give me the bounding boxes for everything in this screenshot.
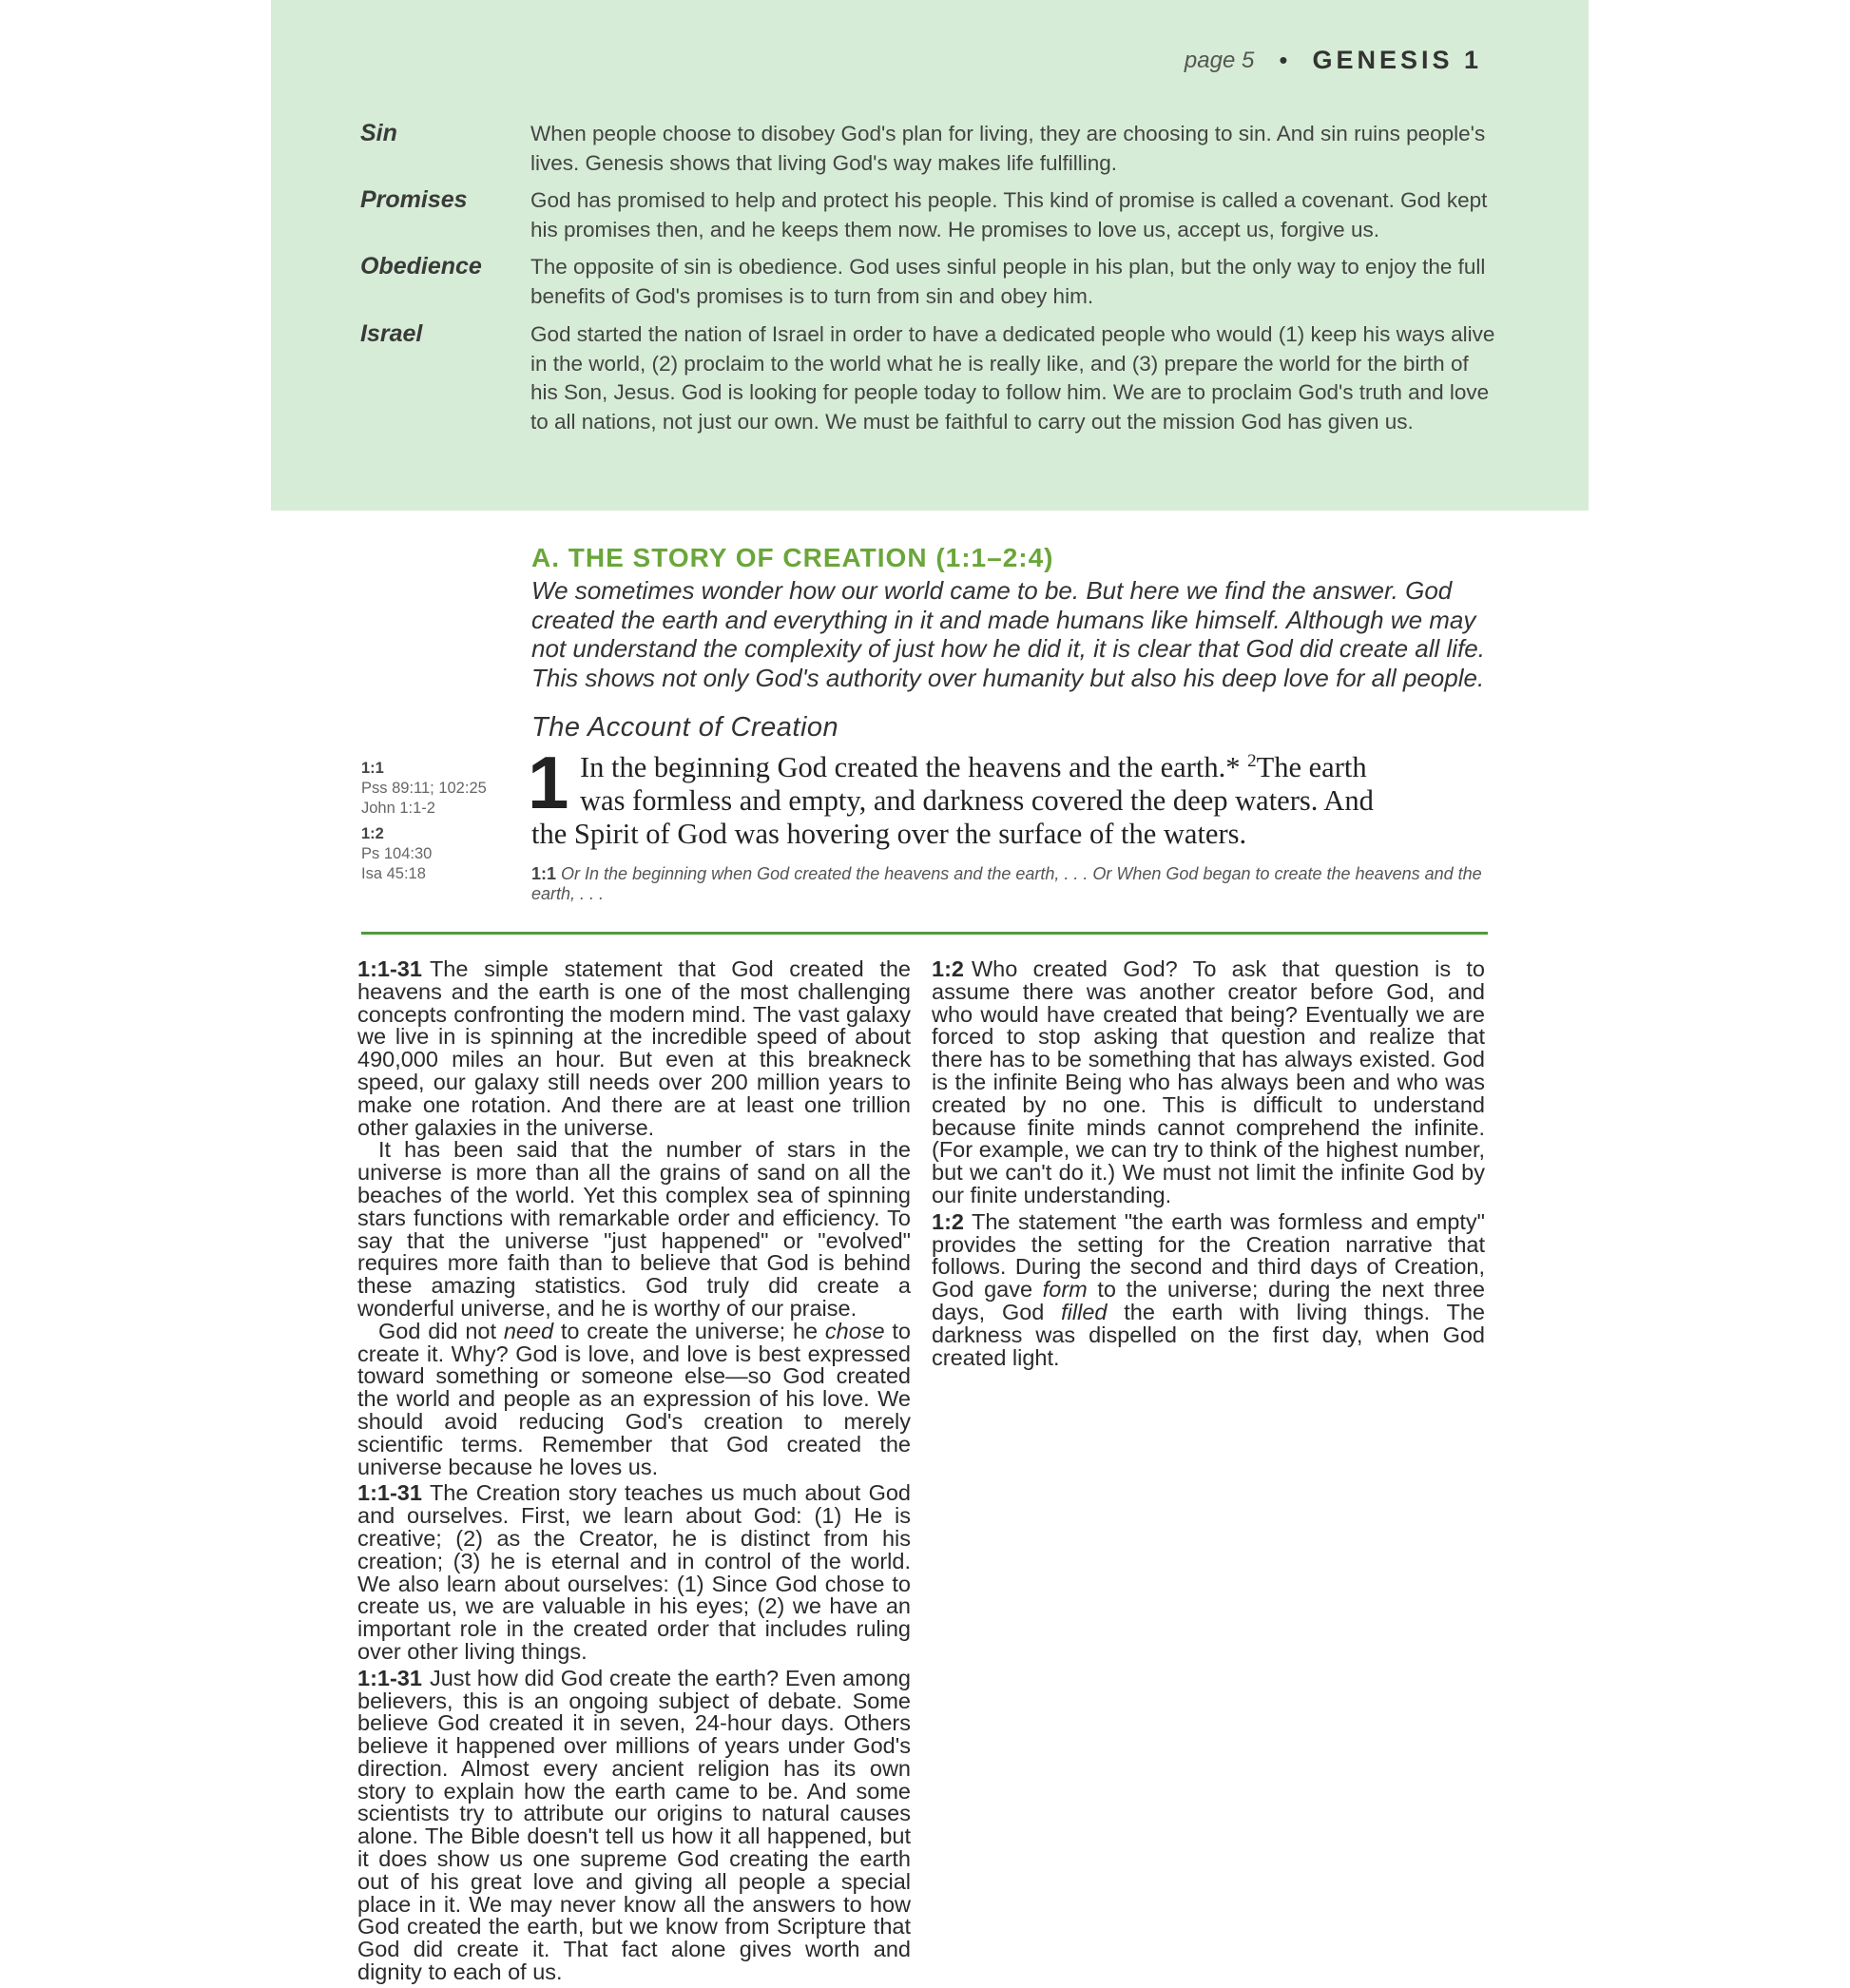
running-head-bullet: •: [1279, 46, 1288, 74]
study-note: [357, 958, 911, 1478]
theme-term: Promises: [360, 186, 468, 213]
section-heading: A. THE STORY OF CREATION (1:1–2:4): [531, 543, 1054, 572]
footnote-ref: 1:1: [531, 864, 557, 883]
verse-2-text: The earth: [1256, 751, 1367, 783]
note-ref: 1:1-31: [357, 1480, 422, 1506]
study-note: [357, 1665, 911, 1985]
theme-description: The opposite of sin is obedience. God uses sinful people in his plan, but the only way to enjoy the full benefits of God's promises is to turn from sin and obey him.: [530, 255, 1486, 308]
xref-verse: 1:1: [361, 760, 384, 777]
note-text: Just how did God create the earth? Even among believers, this is an ongoing subject of debate. Some believe God created it in seven, 24-hour days. Others believe it happened over millions of years under God's direction. Almost every ancient religion has its own story to explain how the earth came to be. And some scientists try to attribute our origins to natural causes alone. The Bible doesn't tell us how it all happened, but it does show us one supreme God creating the earth out of his great love and giving all people a special place in it. We may never know all the answers to how God created the earth, but we know from Scripture that God did create it. That fact alone gives worth and dignity to each of us.: [357, 1665, 911, 1985]
verse-number: 2: [1247, 750, 1257, 771]
study-note: 1:2 The statement "the earth was formless and empty" provides the setting for the Creation narrative that follows. During the second and third days of Creation, God gave form to the universe; during the next three days, God filled the earth with living things. The darkness was dispelled on the first day, when God created light.: [932, 1208, 1485, 1370]
cross-references: [361, 759, 513, 884]
xref-entry: Isa 45:18: [361, 865, 426, 882]
xref-entry: Pss 89:11; 102:25: [361, 780, 487, 797]
note-ref: 1:2: [932, 956, 964, 981]
scripture-line: was formless and empty, and darkness covered the deep waters. And: [580, 784, 1374, 817]
study-notes-right-column: [932, 958, 1485, 1373]
running-head: [1185, 46, 1482, 75]
account-heading: The Account of Creation: [531, 712, 839, 743]
note-ref: 1:1-31: [357, 1665, 422, 1690]
study-notes-left-column: [357, 958, 911, 1988]
xref-entry: Ps 104:30: [361, 845, 433, 862]
section-intro: We sometimes wonder how our world came to be. But here we find the answer. God created the earth and everything in it and made humans like himself. Although we may not understand the complexity of just how he did it, it is clear that God did create all life. This shows not only God's authority over humanity but also his deep love for all people.: [531, 576, 1485, 692]
theme-term: Israel: [360, 320, 423, 347]
theme-term: Obedience: [360, 253, 482, 280]
note-paragraph: God did not need to create the universe; he chose to create it. Why? God is love, and love is best expressed toward something or someone else—so God created the world and people as an expression of his love. We should avoid reducing God's creation to merely scientific terms. Remember that God created the universe because he loves us.: [357, 1318, 911, 1479]
xref-entry: John 1:1-2: [361, 800, 435, 817]
footnote: [531, 864, 1488, 904]
scripture-line: the Spirit of God was hovering over the surface of the waters.: [531, 818, 1247, 850]
themes-panel: [271, 0, 1589, 511]
scripture-text: [531, 751, 1488, 851]
book-chapter-label: GENESIS 1: [1312, 46, 1482, 74]
theme-description: God started the nation of Israel in order to have a dedicated people who would (1) keep his ways alive in the world, (2) proclaim to the world what he is really like, and (3) prepare the world for the birth of his Son, Jesus. God is looking for people today to follow him. We are to proclaim God's truth and love to all nations, not just our own. We must be faithful to carry out the mission God has given us.: [530, 322, 1495, 434]
theme-description: When people choose to disobey God's plan for living, they are choosing to sin. And sin ruins people's lives. Genesis shows that living God's way makes life fulfilling.: [530, 122, 1486, 175]
section-divider: [361, 932, 1488, 935]
scripture-line: [531, 751, 1488, 784]
note-ref: 1:1-31: [357, 956, 422, 981]
note-text: The Creation story teaches us much about God and ourselves. First, we learn about God: (1) He is creative; (2) as the Creator, he is distinct from his creation; (3) he is eternal and in control of the world. We also learn about ourselves: (1) Since God chose to create us, we are valuable in his eyes; (2) we have an important role in the created order that includes ruling over other living things.: [357, 1480, 911, 1664]
verse-1-text: In the beginning God created the heavens and the earth.*: [580, 751, 1241, 783]
note-paragraph: It has been said that the number of stars in the universe is more than all the grains of sand on all the beaches of the world. Yet this complex sea of spinning stars functions with remarkable order and efficiency. To say that the universe "just happened" or "evolved" requires more faith than to believe that God is behind these amazing statistics. God truly did create a wonderful universe, and he is worthy of our praise.: [357, 1137, 911, 1321]
study-note: [357, 1482, 911, 1663]
page-number: page 5: [1184, 47, 1255, 73]
theme-description: God has promised to help and protect his people. This kind of promise is called a covenant. God kept his promises then, and he keeps them now. He promises to love us, accept us, forgive us.: [530, 188, 1488, 241]
xref-verse: 1:2: [361, 825, 384, 842]
theme-term: Sin: [360, 120, 397, 146]
note-ref: 1:2: [932, 1208, 964, 1234]
note-text: Who created God? To ask that question is to assume there was another creator before God, and who would have created that being? Eventually we are forced to stop asking that question and realize that there has to be something that has always existed. God is the infinite Being who has always been and who was created by no one. This is difficult to understand because finite minds cannot comprehend the infinite. (For example, we can try to think of the highest number, but we can't do it.) We must not limit the infinite God by our finite understanding.: [932, 956, 1485, 1207]
note-text: The simple statement that God created the heavens and the earth is one of the most challenging concepts confronting the modern mind. The vast galaxy we live in is spinning at the incredible speed of about 490,000 miles an hour. But even at this breakneck speed, our galaxy still needs over 200 million years to make one rotation. And there are at least one trillion other galaxies in the universe.: [357, 956, 911, 1140]
footnote-text: Or In the beginning when God created the heavens and the earth, . . . Or When God began to create the heavens and the earth, . . .: [531, 864, 1482, 903]
study-note: [932, 958, 1485, 1207]
chapter-number: 1: [528, 741, 569, 824]
